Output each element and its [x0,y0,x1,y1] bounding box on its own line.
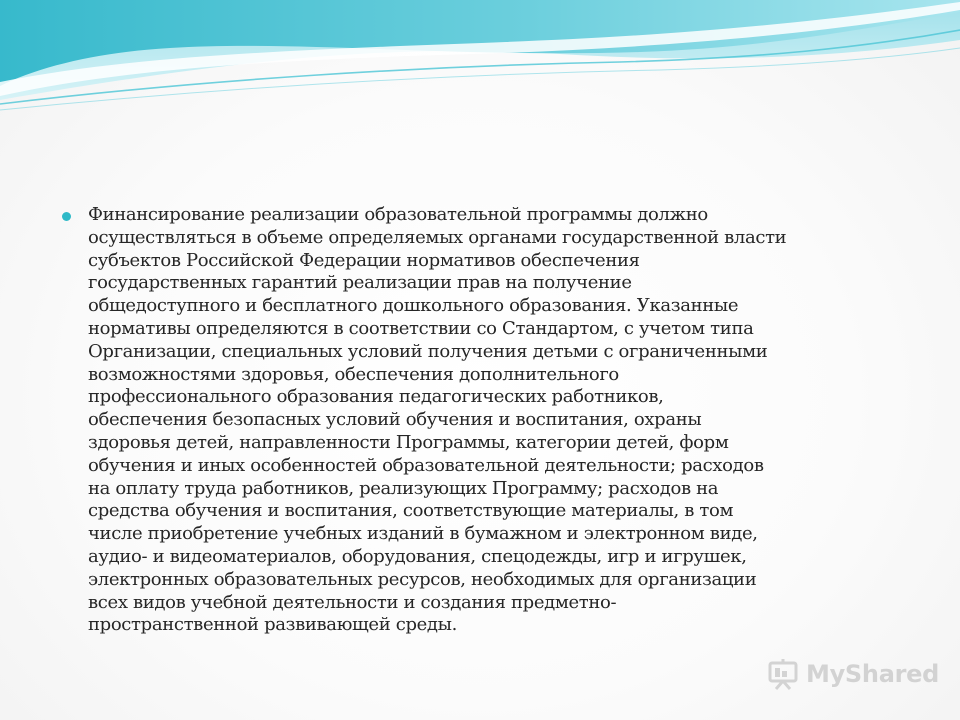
bullet-dot-icon [62,212,71,221]
header-wave-decoration [0,0,960,120]
bullet-paragraph: Финансирование реализации образовательной программы должно осуществляться в объеме определяемых органами государственной власти субъектов Российской Федерации нормативов обеспечения государственных гарантий реализации прав на получение общедоступного и бесплатного дошкольного образования. Указанные нормативы определяются в соответствии со Стандартом, с учетом типа Организации, специальных условий получения детьми с ограниченными возможностями здоровья, обеспечения дополнительного профессионального образования педагогических работников, обеспечения безопасных условий обучения и воспитания, охраны здоровья детей, направленности Программы, категории детей, форм обучения и иных особенностей образовательной деятельности; расходов на оплату труда работников, реализующих Программу; расходов на средства обучения и воспитания, соответствующие материалы, в том числе приобретение учебных изданий в бумажном и электронном виде, аудио- и видеоматериалов, оборудования, спецодежды, игр и игрушек, электронных образовательных ресурсов, необходимых для организации всех видов учебной деятельности и создания предметно- пространственной развивающей среды. [88,204,787,636]
text-content [62,204,922,637]
watermark-text: MyShared [806,660,939,688]
bullet-item [62,204,922,637]
watermark-logo [766,654,939,694]
presentation-board-icon [766,657,800,691]
